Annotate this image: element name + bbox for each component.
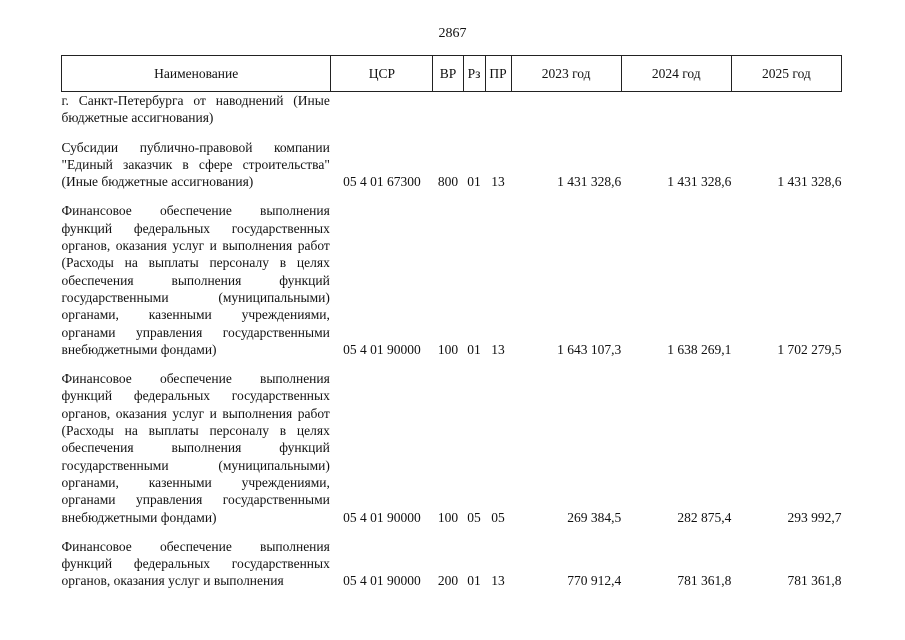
row-csr: 05 4 01 90000 bbox=[343, 509, 421, 525]
table-row bbox=[62, 92, 842, 127]
table-row bbox=[62, 538, 842, 590]
header-pr: ПР bbox=[485, 56, 511, 92]
table-header bbox=[62, 56, 842, 92]
row-2023: 269 384,5 bbox=[567, 509, 622, 525]
row-2023: 770 912,4 bbox=[567, 573, 622, 589]
table-row bbox=[62, 139, 842, 191]
row-spacer bbox=[62, 190, 842, 202]
row-vr bbox=[433, 92, 463, 127]
row-pr: 05 bbox=[491, 509, 505, 525]
table-row bbox=[62, 202, 842, 358]
row-name: Субсидии публично-правовой компании "Единый заказчик в сфере строительства" (Иные бюджетные ассигнования) bbox=[61, 139, 330, 190]
header-name: Наименование bbox=[62, 56, 331, 92]
row-name: Финансовое обеспечение выполнения функций федеральных государственных органов, оказания услуг и выполнения bbox=[61, 538, 330, 589]
header-2023: 2023 год bbox=[511, 56, 621, 92]
header-rz: Рз bbox=[463, 56, 485, 92]
row-2025 bbox=[731, 92, 841, 127]
row-rz: 05 bbox=[467, 509, 481, 525]
header-2025: 2025 год bbox=[731, 56, 841, 92]
row-csr: 05 4 01 67300 bbox=[343, 174, 421, 190]
row-rz: 01 bbox=[467, 573, 481, 589]
row-2025: 781 361,8 bbox=[787, 573, 842, 589]
row-2024: 1 431 328,6 bbox=[667, 174, 732, 190]
row-2025: 1 431 328,6 bbox=[777, 174, 842, 190]
row-pr: 13 bbox=[491, 174, 505, 190]
row-2024: 781 361,8 bbox=[677, 573, 732, 589]
row-2023: 1 431 328,6 bbox=[557, 174, 622, 190]
row-name: Финансовое обеспечение выполнения функций федеральных государственных органов, оказания услуг и выполнения работ (Расходы на выплаты персоналу в целях обеспечения выполнения функций государственными (муниципальными) органами, казенными учреждениями, органами управления государственными внебюджетными фондами) bbox=[61, 371, 330, 525]
header-vr: ВР bbox=[433, 56, 463, 92]
row-vr: 100 bbox=[437, 509, 459, 525]
table-body bbox=[62, 92, 842, 590]
row-rz: 01 bbox=[467, 341, 481, 357]
row-vr: 800 bbox=[437, 174, 459, 190]
page-number: 2867 bbox=[438, 26, 467, 41]
row-2023 bbox=[511, 92, 621, 127]
header-csr: ЦСР bbox=[331, 56, 433, 92]
row-name: Финансовое обеспечение выполнения функций федеральных государственных органов, оказания услуг и выполнения работ (Расходы на выплаты персоналу в целях обеспечения выполнения функций государственными (муниципальными) органами, казенными учреждениями, органами управления государственными внебюджетными фондами) bbox=[61, 203, 330, 357]
row-2024 bbox=[621, 92, 731, 127]
header-row bbox=[62, 56, 842, 92]
row-pr: 13 bbox=[491, 341, 505, 357]
row-vr: 100 bbox=[437, 341, 459, 357]
row-name: г. Санкт-Петербурга от наводнений (Иные бюджетные ассигнования) bbox=[61, 93, 330, 126]
row-csr: 05 4 01 90000 bbox=[343, 573, 421, 589]
row-spacer bbox=[62, 127, 842, 139]
row-2024: 1 638 269,1 bbox=[667, 341, 732, 357]
row-csr: 05 4 01 90000 bbox=[343, 341, 421, 357]
header-2024: 2024 год bbox=[621, 56, 731, 92]
row-pr: 13 bbox=[491, 573, 505, 589]
row-spacer bbox=[62, 358, 842, 370]
row-pr bbox=[485, 92, 511, 127]
row-vr: 200 bbox=[437, 573, 459, 589]
row-2023: 1 643 107,3 bbox=[557, 341, 622, 357]
row-2025: 1 702 279,5 bbox=[777, 341, 842, 357]
row-csr bbox=[331, 92, 433, 127]
row-rz bbox=[463, 92, 485, 127]
row-rz: 01 bbox=[467, 174, 481, 190]
row-2025: 293 992,7 bbox=[787, 509, 842, 525]
budget-table bbox=[61, 55, 842, 590]
row-spacer bbox=[62, 526, 842, 538]
table-row bbox=[62, 370, 842, 526]
row-2024: 282 875,4 bbox=[677, 509, 732, 525]
